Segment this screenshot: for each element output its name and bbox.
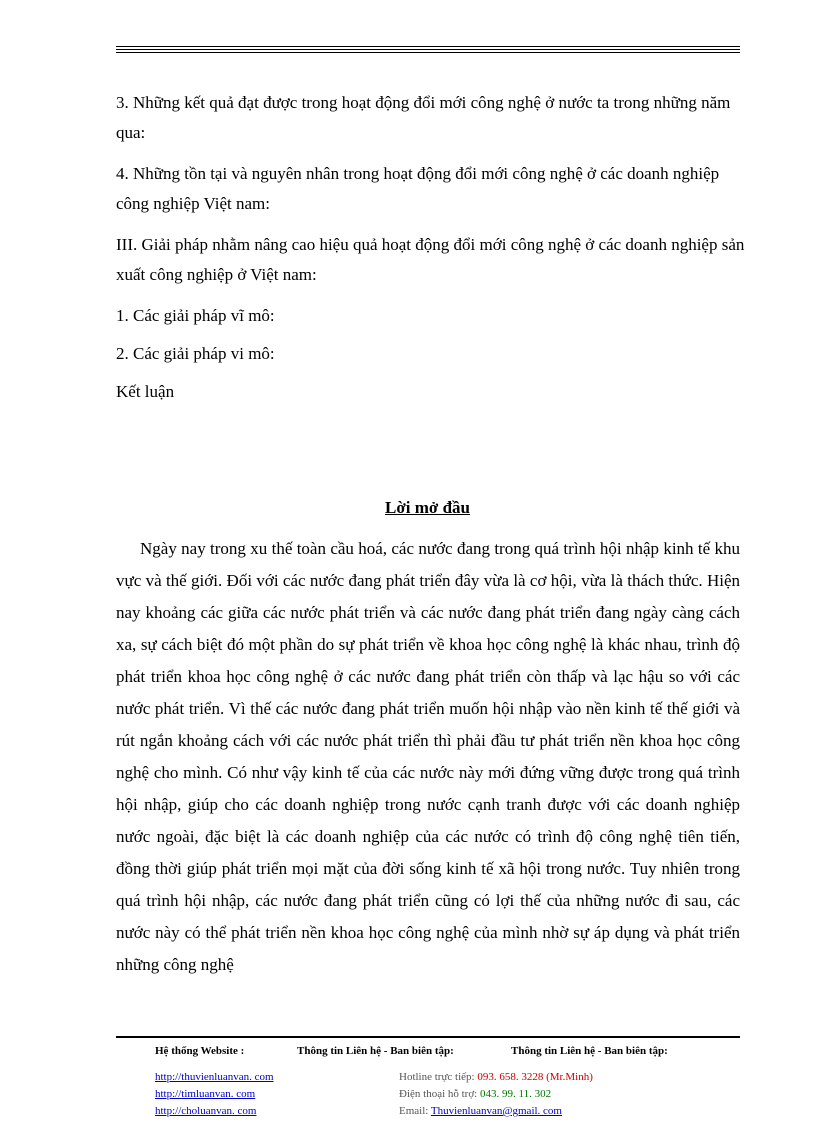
footer-contact-info [399,1069,593,1120]
footer-col3-title: Thông tin Liên hệ - Ban biên tập: [511,1045,668,1057]
footer-websites [155,1043,274,1120]
footer-link[interactable]: http://thuvienluanvan. com [155,1071,274,1083]
toc-item: 4. Những tồn tại và nguyên nhân trong hoạt động đổi mới công nghệ ở các doanh nghiệp công nghiệp Việt nam: [116,164,720,213]
footer-rule [116,1036,740,1038]
footer-link[interactable]: http://choluanvan. com [155,1105,257,1117]
header-rule [116,46,740,55]
toc-item: Kết luận [116,382,175,401]
footer-col2-title: Thông tin Liên hệ - Ban biên tập: [297,1045,454,1057]
hotline-value: 093. 658. 3228 (Mr.Minh) [477,1071,593,1083]
footer-col1-title: Hệ thống Website : [155,1045,245,1057]
table-of-contents [116,88,746,418]
phone-label: Điện thoại hỗ trợ: [399,1088,478,1100]
body-paragraph: Ngày nay trong xu thế toàn cầu hoá, các nước đang trong quá trình hội nhập kinh tế khu vực và thế giới. Đối với các nước đang phát triển đây vừa là cơ hội, vừa là thách thức. Hiện nay khoảng các giữa các nước phát triển và các nước đang phát triển đang ngày càng cách xa, sự cách biệt đó một phần do sự phát triển về khoa học công nghệ là khác nhau, trình độ phát triển khoa học công nghệ ở các nước đang phát triển còn thấp và lạc hậu so với các nước phát triển. Vì thế các nước đang phát triển muốn hội nhập vào nền kinh tế thế giới và rút ngắn khoảng cách với các nước phát triển thì phải đầu tư phát triển nền khoa học công nghệ cho mình. Có như vậy kinh tế của các nước này mới đứng vững được trong quá trình hội nhập, giúp cho các doanh nghiệp trong nước cạnh tranh được với các doanh nghiệp nước ngoài, đặc biệt là các doanh nghiệp của các nước có trình độ công nghệ tiên tiến, đồng thời giúp phát triển mọi mặt của đời sống kinh tế xã hội trong nước. Tuy nhiên trong quá trình hội nhập, các nước đang phát triển cũng có lợi thế của những nước đi sau, các nước này có thể phát triển nền khoa học công nghệ của mình nhờ sự áp dụng và phát triển những công nghệ [116,539,740,974]
toc-item: 1. Các giải pháp vĩ mô: [116,306,275,325]
footer-contact-title [297,1043,454,1060]
email-link[interactable]: Thuvienluanvan@gmail. com [430,1105,562,1117]
footer-contact-title-2 [511,1043,668,1060]
section-heading: Lời mở đầu [385,498,470,517]
toc-item: 2. Các giải pháp vi mô: [116,344,275,363]
toc-item: III. Giải pháp nhằm nâng cao hiệu quả hoạt động đổi mới công nghệ ở các doanh nghiệp sản xuất công nghiệp ở Việt nam: [116,235,745,284]
email-label: Email: [399,1105,429,1117]
toc-item: 3. Những kết quả đạt được trong hoạt động đổi mới công nghệ ở nước ta trong những năm qua: [116,93,731,142]
footer-link[interactable]: http://timluanvan. com [155,1088,256,1100]
phone-value: 043. 99. 11. 302 [479,1088,552,1100]
hotline-label: Hotline trực tiếp: [399,1071,475,1083]
